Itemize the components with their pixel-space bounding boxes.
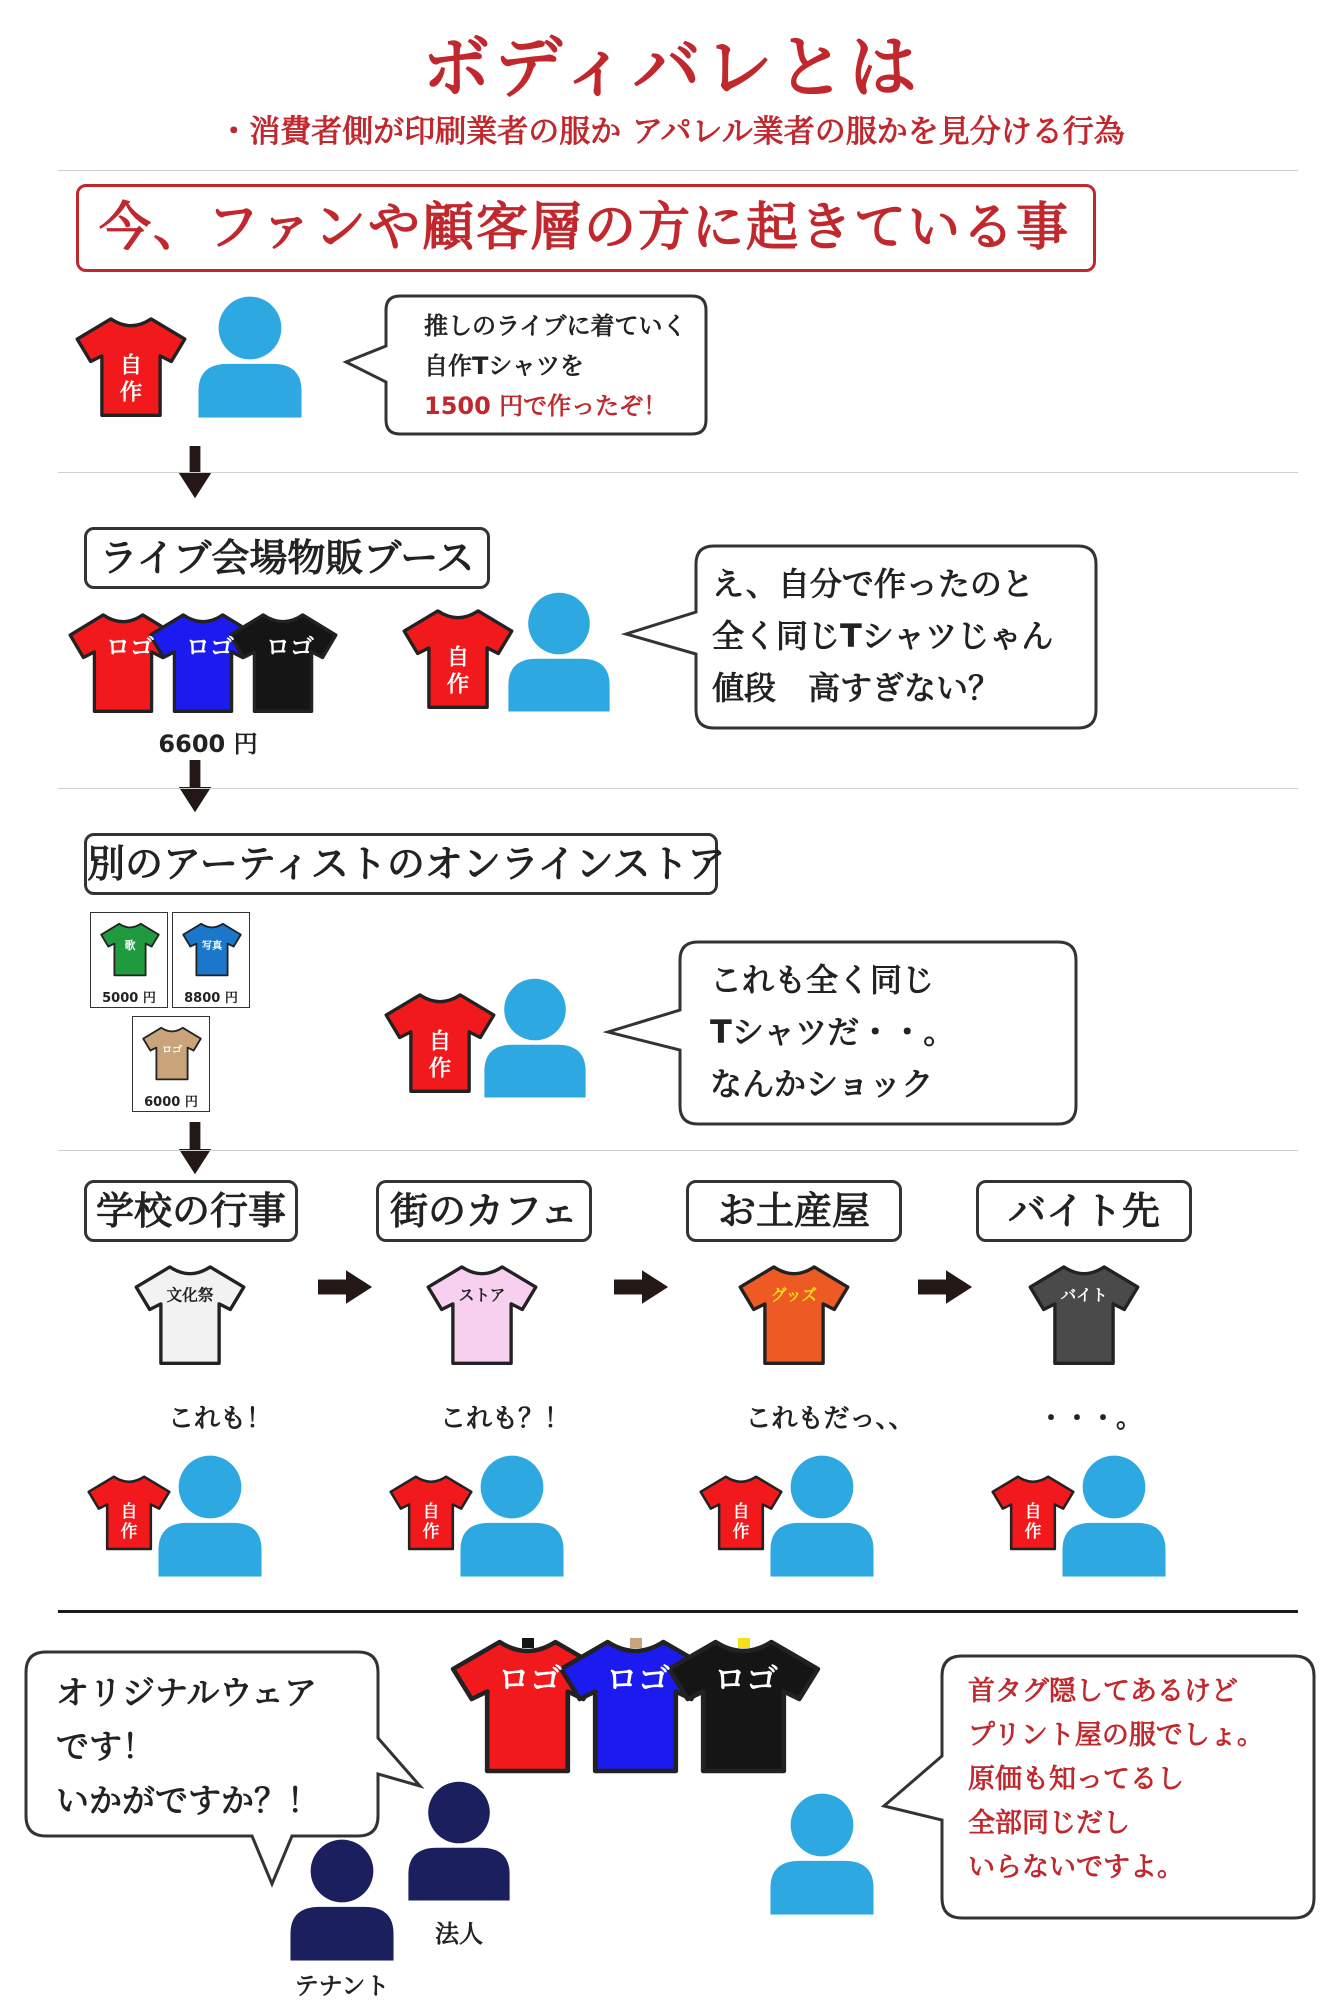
bubble-line-highlight: 1500 円で作ったぞ！	[424, 392, 668, 420]
divider	[58, 1610, 1298, 1613]
booth-label: ライブ会場物販ブース	[84, 527, 490, 589]
shirt-text: 自	[732, 1501, 750, 1522]
shirt-text: 自	[422, 1501, 440, 1522]
bubble-text	[56, 1666, 320, 1828]
customer-person-icon	[456, 1450, 568, 1580]
place-label: バイト先	[976, 1180, 1192, 1242]
customer-person-icon	[1058, 1450, 1170, 1580]
product-card[interactable]	[90, 912, 168, 1008]
product-price: 8800 円	[184, 991, 238, 1006]
shirt-text: 自	[428, 1028, 452, 1055]
bubble-line: いかがですか？！	[56, 1781, 320, 1820]
shirt-text: 作	[120, 1521, 138, 1542]
reaction-caption: ・・・。	[1037, 1404, 1142, 1434]
bubble-line: 首タグ隠してあるけど	[968, 1676, 1238, 1707]
shirt-text: ストア	[458, 1285, 506, 1305]
shirt-text: ロゴ	[161, 1045, 183, 1056]
bubble-line: 推しのライブに着ていく	[424, 312, 687, 340]
divider	[58, 788, 1298, 789]
arrow-right-icon	[918, 1268, 974, 1306]
tenant-label: テナント	[294, 1972, 390, 2000]
shirt-text: グッズ	[770, 1285, 818, 1305]
product-price: 5000 円	[102, 991, 156, 1006]
shirt-text: 自	[120, 1501, 138, 1522]
bubble-line: Tシャツだ・・。	[710, 1013, 956, 1051]
bubble-text	[710, 954, 955, 1110]
bubble-line: 全部同じだし	[968, 1808, 1130, 1839]
reaction-caption: これも？！	[439, 1404, 570, 1434]
place-label: 学校の行事	[84, 1180, 298, 1242]
tenant-person-icon	[286, 1834, 398, 1964]
page-title: ボディバレとは	[422, 29, 921, 108]
customer-person-icon	[154, 1450, 266, 1580]
customer-person-icon	[480, 974, 590, 1100]
shirt-text: 写真	[201, 941, 223, 952]
shirt-text: 自	[446, 644, 470, 671]
divider	[58, 472, 1298, 473]
customer-person-icon	[766, 1450, 878, 1580]
booth-price: 6600 円	[158, 730, 258, 758]
bubble-line: プリント屋の服でしょ。	[968, 1720, 1264, 1751]
bubble-line: え、自分で作ったのと	[712, 565, 1034, 603]
divider	[58, 170, 1298, 171]
bubble-line: なんかショック	[710, 1065, 934, 1103]
place-label: 街のカフェ	[376, 1180, 592, 1242]
shirt-text: ロゴ	[713, 1660, 779, 1698]
bubble-text	[712, 558, 1053, 714]
self-made-shirt	[68, 310, 194, 422]
shirt-text: 作	[119, 379, 143, 406]
product-card[interactable]	[132, 1016, 210, 1112]
product-price: 6000 円	[144, 1095, 198, 1110]
place-shirt	[1022, 1258, 1146, 1370]
shirt-text: 作	[422, 1521, 440, 1542]
bubble-line: です！	[56, 1727, 155, 1766]
shirt-text: 作	[446, 671, 470, 698]
bubble-line: オリジナルウェア	[56, 1673, 318, 1712]
place-shirt	[420, 1258, 544, 1370]
page-subtitle: ・消費者側が印刷業者の服か アパレル業者の服かを見分ける行為	[218, 114, 1125, 150]
place-shirt	[128, 1258, 252, 1370]
online-store-label: 別のアーティストのオンラインストア	[84, 833, 718, 895]
shirt-text: ロゴ	[106, 633, 154, 661]
self-made-shirt	[396, 602, 520, 714]
shirt-text: ロゴ	[266, 633, 314, 661]
shirt-text: 自	[1024, 1501, 1042, 1522]
shirt-text: 自	[119, 352, 143, 379]
customer-person-icon	[766, 1788, 878, 1918]
shirt-text: 作	[428, 1055, 452, 1082]
customer-person-icon	[194, 292, 306, 420]
divider	[58, 1150, 1298, 1151]
shirt-text: 文化祭	[166, 1285, 214, 1305]
place-shirt	[732, 1258, 856, 1370]
arrow-down-icon	[177, 446, 213, 500]
bubble-line: いらないですよ。	[968, 1852, 1184, 1883]
product-card[interactable]	[172, 912, 250, 1008]
bubble-line: 自作Tシャツを	[424, 352, 584, 380]
shirt-text: ロゴ	[605, 1660, 671, 1698]
bubble-line: 値段 高すぎない？	[712, 669, 1001, 707]
shirt-text: バイト	[1060, 1285, 1108, 1305]
logo-shirts	[450, 1630, 840, 1780]
place-label: お土産屋	[686, 1180, 902, 1242]
bubble-line: 原価も知ってるし	[968, 1764, 1184, 1795]
bubble-text	[424, 306, 687, 426]
section-title: 今、ファンや顧客層の方に起きている事	[76, 184, 1096, 272]
reaction-caption: これも！	[167, 1404, 272, 1434]
bubble-line: 全く同じTシャツじゃん	[712, 617, 1054, 655]
shirt-text: 作	[732, 1521, 750, 1542]
arrow-right-icon	[614, 1268, 670, 1306]
bubble-text	[968, 1670, 1264, 1890]
shirt-text: 歌	[124, 939, 136, 952]
arrow-right-icon	[318, 1268, 374, 1306]
shirt-text: ロゴ	[186, 633, 234, 661]
booth-shirts	[68, 606, 348, 718]
reaction-caption: これもだっ、、	[745, 1404, 915, 1434]
arrow-down-icon	[177, 760, 213, 814]
shirt-text: ロゴ	[497, 1660, 563, 1698]
bubble-line: これも全く同じ	[710, 961, 935, 999]
corporate-person-icon	[404, 1776, 514, 1904]
shirt-text: 作	[1024, 1521, 1042, 1542]
corporate-label: 法人	[435, 1920, 483, 1948]
arrow-down-icon	[177, 1122, 213, 1176]
customer-person-icon	[504, 588, 614, 714]
